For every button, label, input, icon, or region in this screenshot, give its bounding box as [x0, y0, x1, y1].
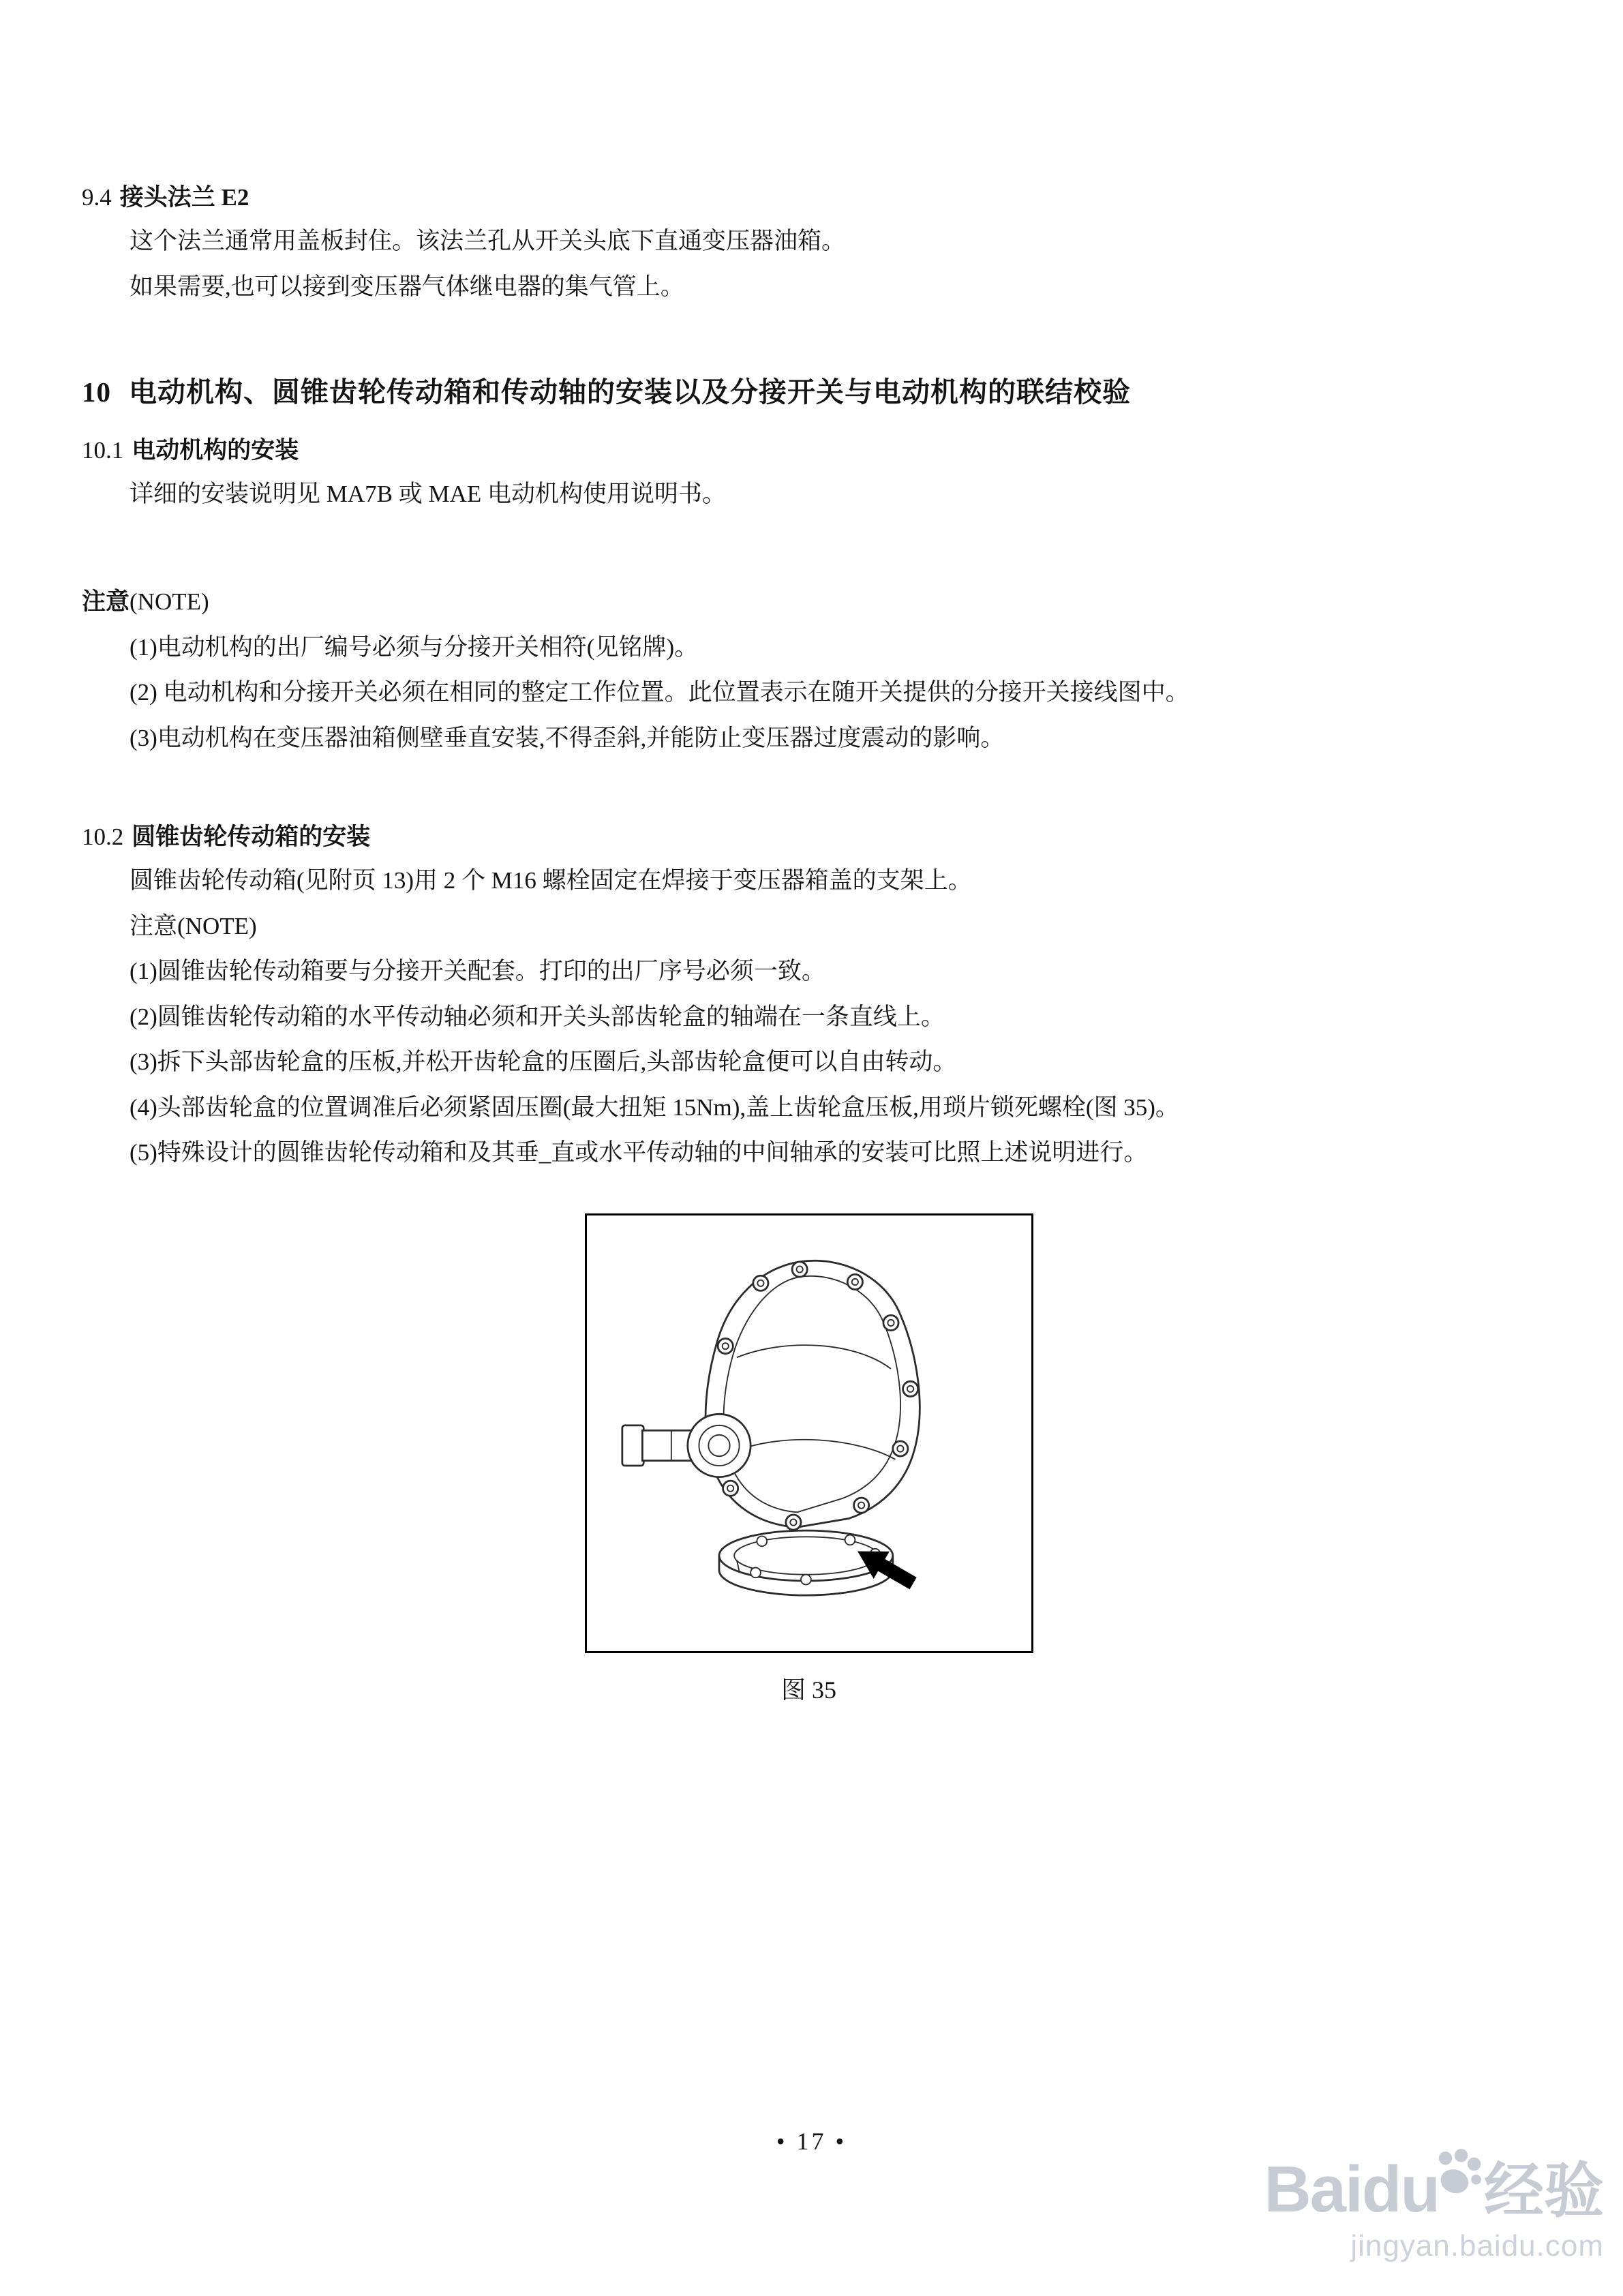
- paragraph: 这个法兰通常用盖板封住。该法兰孔从开关头底下直通变压器油箱。: [130, 228, 846, 254]
- bevel-gearbox-drawing-icon: [605, 1233, 1014, 1633]
- section-title: 圆锥齿轮传动箱的安装: [132, 824, 371, 851]
- paragraph: 详细的安装说明见 MA7B 或 MAE 电动机构使用说明书。: [130, 480, 727, 507]
- baidu-jingyan-watermark: [1264, 2146, 1604, 2263]
- gearbox-housing: [706, 1261, 920, 1530]
- watermark-brand-latin: Baidu: [1264, 2153, 1439, 2226]
- note-heading-en: (NOTE): [130, 588, 209, 616]
- section-10-1: [82, 429, 1536, 517]
- section-10-1-heading: [82, 429, 1536, 472]
- note-block: [82, 579, 1536, 761]
- watermark-logo: [1264, 2146, 1604, 2226]
- section-number: 10.2: [82, 824, 124, 851]
- watermark-brand-cn: 经验: [1483, 2156, 1604, 2224]
- note-item: (2)圆锥齿轮传动箱的水平传动轴必须和开关头部齿轮盒的轴端在一条直线上。: [130, 1003, 945, 1030]
- note-heading: [82, 579, 1536, 625]
- watermark-url: jingyan.baidu.com: [1350, 2229, 1604, 2263]
- note-heading-en: (NOTE): [177, 912, 257, 939]
- note-item: (4)头部齿轮盒的位置调准后必须紧固压圈(最大扭矩 15Nm),盖上齿轮盒压板,用琐片锁死螺栓(图 35)。: [130, 1093, 1179, 1121]
- section-title: 接头法兰 E2: [119, 184, 249, 211]
- note-item: (1)电动机构的出厂编号必须与分接开关相符(见铭牌)。: [130, 633, 699, 661]
- section-number: 10.1: [82, 436, 124, 464]
- figure-35: [82, 1213, 1536, 1706]
- section-number: 9.4: [82, 184, 112, 211]
- note-item: (3)拆下头部齿轮盒的压板,并松开齿轮盒的压圈后,头部齿轮盒便可以自由转动。: [130, 1048, 957, 1076]
- note-item: (1)圆锥齿轮传动箱要与分接开关配套。打印的出厂序号必须一致。: [130, 958, 825, 985]
- drive-shaft: [622, 1415, 750, 1477]
- note-item: (3)电动机构在变压器油箱侧壁垂直安装,不得歪斜,并能防止变压器过度震动的影响。: [130, 724, 1005, 751]
- note-item: (5)特殊设计的圆锥齿轮传动箱和及其垂_直或水平传动轴的中间轴承的安装可比照上述说明进行。: [130, 1139, 1148, 1166]
- note-item: (2) 电动机构和分接开关必须在相同的整定工作位置。此位置表示在随开关提供的分接开关接线图中。: [130, 679, 1189, 706]
- section-number: 10: [82, 376, 111, 408]
- section-title: 电动机构的安装: [132, 436, 299, 464]
- figure-caption: 图 35: [780, 1676, 836, 1704]
- note-heading: [82, 904, 1536, 950]
- page-number: • 17 •: [776, 2128, 847, 2155]
- section-9-4-heading: [82, 176, 1536, 219]
- paragraph: 如果需要,也可以接到变压器气体继电器的集气管上。: [130, 273, 684, 300]
- section-title: 电动机构、圆锥齿轮传动箱和传动轴的安装以及分接开关与电动机构的联结校验: [129, 376, 1131, 408]
- note-heading-cn: 注意: [82, 588, 130, 616]
- section-10-2-heading: [82, 815, 1536, 858]
- section-10-2: [82, 815, 1536, 1176]
- note-heading-cn: 注意: [130, 912, 178, 939]
- section-10-heading: [82, 367, 1536, 418]
- figure-frame: [585, 1213, 1033, 1653]
- paragraph: 圆锥齿轮传动箱(见附页 13)用 2 个 M16 螺栓固定在焊接于变压器箱盖的支架上。: [130, 867, 972, 894]
